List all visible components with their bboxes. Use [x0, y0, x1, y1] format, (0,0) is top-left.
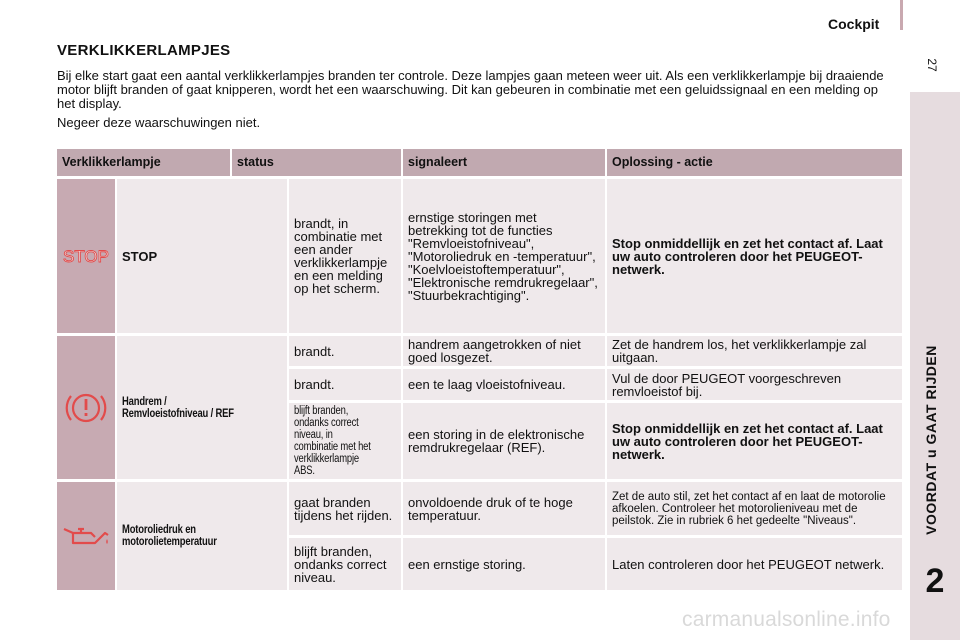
signal-cell: een ernstige storing. [403, 538, 605, 590]
table-row [57, 179, 902, 333]
signal-cell: een te laag vloeistofniveau. [403, 369, 605, 400]
table-header-row [57, 149, 902, 176]
column-header: Verklikkerlampje [57, 149, 230, 176]
column-header: Oplossing - actie [607, 149, 902, 176]
column-header: signaleert [403, 149, 605, 176]
watermark: carmanualsonline.info [682, 608, 891, 631]
chapter-label: VOORDAT u GAAT RIJDEN [923, 345, 939, 535]
oil-can-icon [61, 523, 111, 549]
action-cell: Vul de door PEUGEOT voorgeschreven remvloeistof bij. [607, 369, 902, 400]
status-cell: brandt, in combinatie met een ander verklikkerlampje en een melding op het scherm. [289, 179, 401, 333]
oil-can-icon [57, 482, 115, 590]
intro-paragraph: Negeer deze waarschuwingen niet. [57, 115, 261, 130]
signal-cell: handrem aangetrokken of niet goed losgezet. [403, 336, 605, 366]
warning-light-name: Handrem / Remvloeistofniveau / REF [117, 336, 287, 479]
status-cell: blijft branden, ondanks correct niveau. [289, 538, 401, 590]
status-cell: brandt. [289, 369, 401, 400]
status-cell: brandt. [289, 336, 401, 366]
action-cell: Zet de auto stil, zet het contact af en laat de motorolie afkoelen. Controleer het motorolieniveau met de peilstok. Zie in rubriek 6 het gedeelte "Niveaus". [607, 482, 902, 535]
page-number: 27 [925, 58, 939, 72]
stop-icon [57, 179, 115, 333]
intro-text [57, 69, 897, 135]
signal-cell: onvoldoende druk of te hoge temperatuur. [403, 482, 605, 535]
chapter-number: 2 [925, 562, 945, 600]
warning-light-name: Motoroliedruk en motorolietemperatuur [117, 482, 287, 590]
signal-cell: ernstige storingen met betrekking tot de functies "Remvloeistofniveau", "Motoroliedruk en -temperatuur", "Koelvloeistoftemperatuur", "Elektronische remdrukregelaar", "Stuurbekrachtiging". [403, 179, 605, 333]
stop-icon [61, 246, 111, 266]
warning-light-name: STOP [117, 179, 287, 333]
status-cell: gaat branden tijdens het rijden. [289, 482, 401, 535]
signal-cell: een storing in de elektronische remdrukregelaar (REF). [403, 403, 605, 479]
action-cell: Stop onmiddellijk en zet het contact af. Laat uw auto controleren door het PEUGEOT-netwerk. [607, 179, 902, 333]
action-cell: Zet de handrem los, het verklikkerlampje zal uitgaan. [607, 336, 902, 366]
intro-paragraph: Bij elke start gaat een aantal verklikkerlampjes branden ter controle. Deze lampjes gaan meteen weer uit. Als een verklikkerlampje bij draaiende motor blijft branden of gaat knipperen, wordt het een waarschuwing. Dit kan gebeuren in combinatie met een geluidssignaal en een melding op het display. [57, 68, 884, 111]
table-row-group [57, 336, 902, 479]
brake-warning-icon [63, 385, 109, 431]
svg-text:STOP: STOP [63, 247, 109, 266]
header-divider [900, 0, 903, 30]
table-row-group [57, 482, 902, 590]
page-header-title: Cockpit [828, 16, 880, 32]
action-cell: Stop onmiddellijk en zet het contact af. Laat uw auto controleren door het PEUGEOT-netwerk. [607, 403, 902, 479]
brake-warning-icon [57, 336, 115, 479]
status-cell: blijft branden, ondanks correct niveau, in combinatie met het verklikkerlampje ABS. [289, 403, 401, 479]
column-header: status [232, 149, 401, 176]
section-title: VERKLIKKERLAMPJES [57, 42, 231, 59]
action-cell: Laten controleren door het PEUGEOT netwerk. [607, 538, 902, 590]
